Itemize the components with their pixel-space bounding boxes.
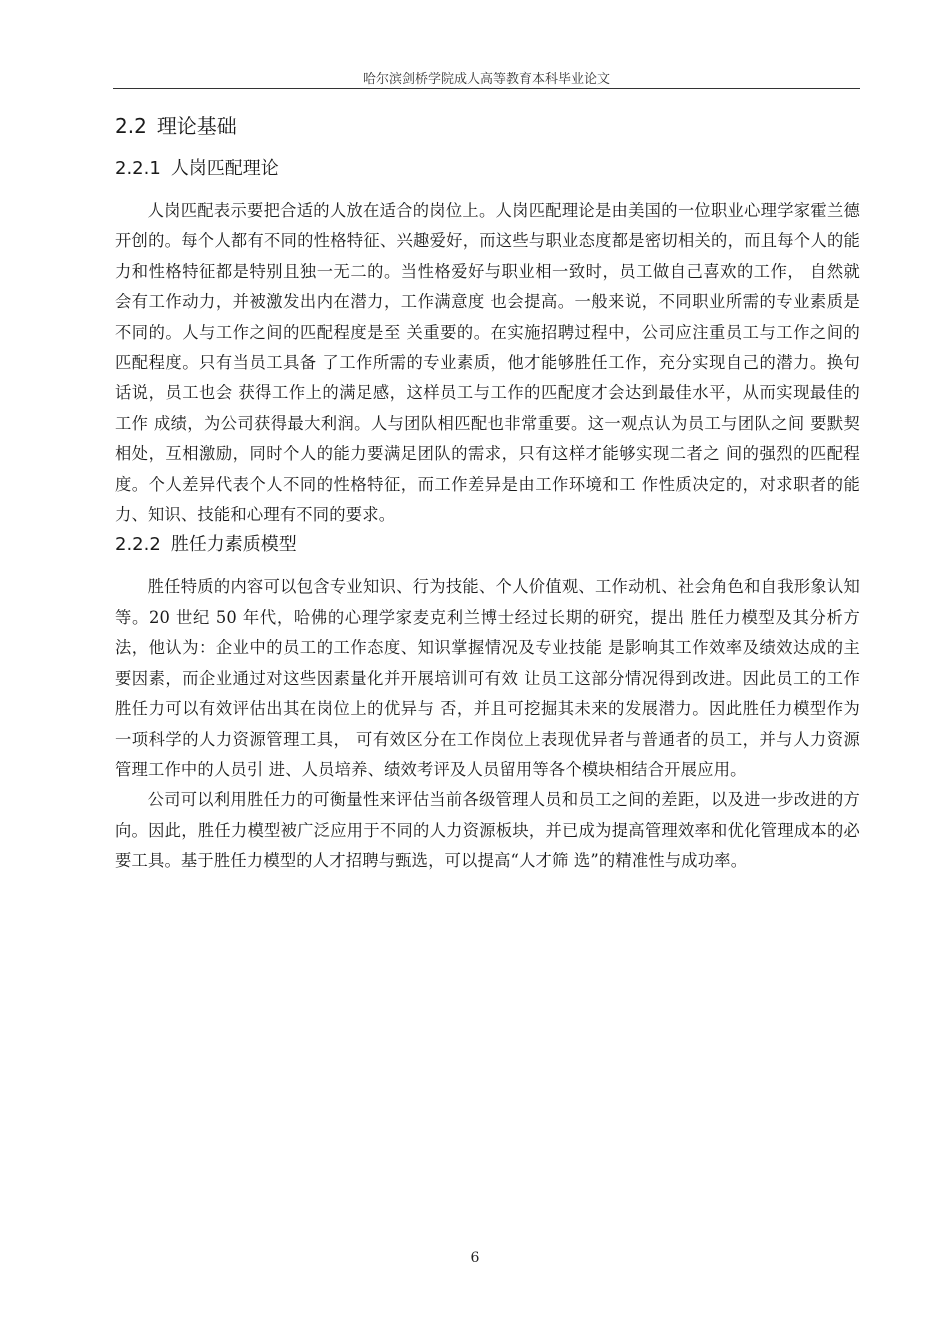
paragraph-competency-1: 胜任特质的内容可以包含专业知识、行为技能、个人价值观、工作动机、社会角色和自我形象认知等。20 世纪 50 年代，哈佛的心理学家麦克利兰博士经过长期的研究，提出 胜任力模型及其分析方法，他认为：企业中的员工的工作态度、知识掌握情况及专业技能 是影响其工作效率及绩效达成的主要因素，而企业通过对这些因素量化并开展培训可有效 让员工这部分情况得到改进。因此员工的工作胜任力可以有效评估出其在岗位上的优异与 否，并且可挖掘其未来的发展潜力。因此胜任力模型作为一项科学的人力资源管理工具， 可有效区分在工作岗位上表现优异者与普通者的员工，并与人力资源管理工作中的人员引 进、人员培养、绩效考评及人员留用等各个模块相结合开展应用。 (115, 577, 860, 779)
subsection-number: 2.2.2 (115, 534, 161, 556)
paragraph-job-fit: 人岗匹配表示要把合适的人放在适合的岗位上。人岗匹配理论是由美国的一位职业心理学家霍兰德开创的。每个人都有不同的性格特征、兴趣爱好，而这些与职业态度都是密切相关的，而且每个人的能力和性格特征都是特别且独一无二的。当性格爱好与职业相一致时，员工做自己喜欢的工作， 自然就会有工作动力，并被激发出内在潜力，工作满意度 也会提高。一般来说，不同职业所需的专业素质是不同的。人与工作之间的匹配程度是至 关重要的。在实施招聘过程中，公司应注重员工与工作之间的匹配程度。只有当员工具备 了工作所需的专业素质，他才能够胜任工作，充分实现自己的潜力。换句话说，员工也会 获得工作上的满足感，这样员工与工作的匹配度才会达到最佳水平，从而实现最佳的工作 成绩，为公司获得最大利润。人与团队相匹配也非常重要。这一观点认为员工与团队之间 要默契相处，互相激励，同时个人的能力要满足团队的需求，只有这样才能够实现二者之 间的强烈的匹配程度。个人差异代表个人不同的性格特征，而工作差异是由工作环境和工 作性质决定的，对求职者的能力、知识、技能和心理有不同的要求。 (115, 201, 860, 525)
page-number: 6 (470, 1250, 480, 1266)
subsection-heading-job-fit (115, 154, 860, 196)
section-heading (115, 110, 860, 154)
header-divider (113, 88, 860, 89)
page-content (115, 110, 860, 877)
paragraph-competency-2: 公司可以利用胜任力的可衡量性来评估当前各级管理人员和员工之间的差距，以及进一步改进的方向。因此，胜任力模型被广泛应用于不同的人力资源板块，并已成为提高管理效率和优化管理成本的必要工具。基于胜任力模型的人才招聘与甄选，可以提高“人才筛 选”的精准性与成功率。 (115, 790, 860, 871)
section-title: 理论基础 (156, 114, 237, 138)
subsection-title: 人岗匹配理论 (170, 158, 279, 179)
subsection-number: 2.2.1 (115, 158, 161, 179)
running-header: 哈尔滨剑桥学院成人高等教育本科毕业论文 (362, 72, 610, 87)
subsection-heading-competency-model (115, 530, 860, 572)
section-number: 2.2 (115, 114, 147, 138)
subsection-title: 胜任力素质模型 (170, 534, 297, 556)
